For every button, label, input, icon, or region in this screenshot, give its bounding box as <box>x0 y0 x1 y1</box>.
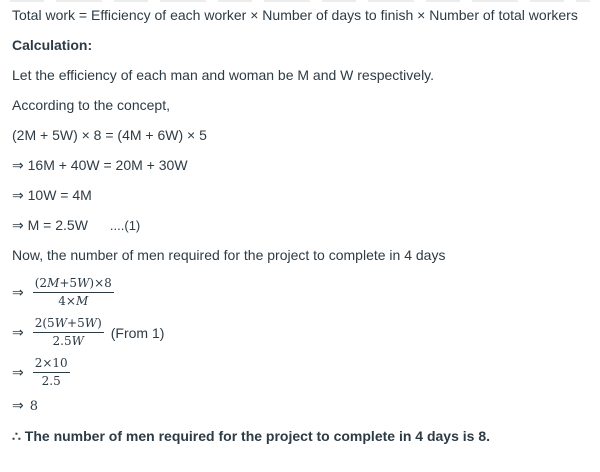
fraction-numerator: 2×10 <box>33 356 70 373</box>
assumption-text: Let the efficiency of each man and woman be M and W respectively. <box>12 67 435 83</box>
men-required-text: Now, the number of men required for the project to complete in 4 days <box>12 247 446 263</box>
math-step-result <box>12 396 588 416</box>
fraction <box>33 356 70 389</box>
concept-text: According to the concept, <box>12 97 170 113</box>
fraction <box>33 276 114 309</box>
math-step-fraction-2 <box>12 316 588 349</box>
equation-reference-label: ....(1) <box>109 218 141 233</box>
implies-arrow-icon: ⇒ <box>12 364 24 380</box>
step-note: (From 1) <box>110 324 165 341</box>
fraction-denominator: 2.5W <box>52 334 84 348</box>
equation-text: ⇒ M = 2.5W <box>12 217 88 233</box>
fraction-denominator: 4×M <box>58 294 89 308</box>
fraction <box>33 316 104 349</box>
fraction-denominator: 2.5 <box>41 374 61 388</box>
conclusion-text: ∴ The number of men required for the project to complete in 4 days is 8. <box>12 428 490 444</box>
math-step-fraction-1 <box>12 276 588 309</box>
equation-line-3: ⇒ 10W = 4M <box>12 187 92 203</box>
implies-arrow-icon: ⇒ <box>12 397 24 413</box>
implies-arrow-icon: ⇒ <box>12 324 24 340</box>
formula-text: Total work = Efficiency of each worker × Number of days to finish × Number of total workers <box>12 7 578 23</box>
result-value: 8 <box>29 399 39 414</box>
calculation-heading: Calculation: <box>12 37 93 53</box>
equation-line-2: ⇒ 16M + 40W = 20M + 30W <box>12 157 188 173</box>
fraction-numerator: (2M+5W)×8 <box>33 276 114 293</box>
math-step-fraction-3 <box>12 356 588 389</box>
equation-line-1: (2M + 5W) × 8 = (4M + 6W) × 5 <box>12 127 207 143</box>
fraction-numerator: 2(5W+5W) <box>33 316 104 333</box>
equation-line-4 <box>12 216 588 235</box>
implies-arrow-icon: ⇒ <box>12 284 24 300</box>
cropped-previous-line-sliver <box>10 0 590 2</box>
